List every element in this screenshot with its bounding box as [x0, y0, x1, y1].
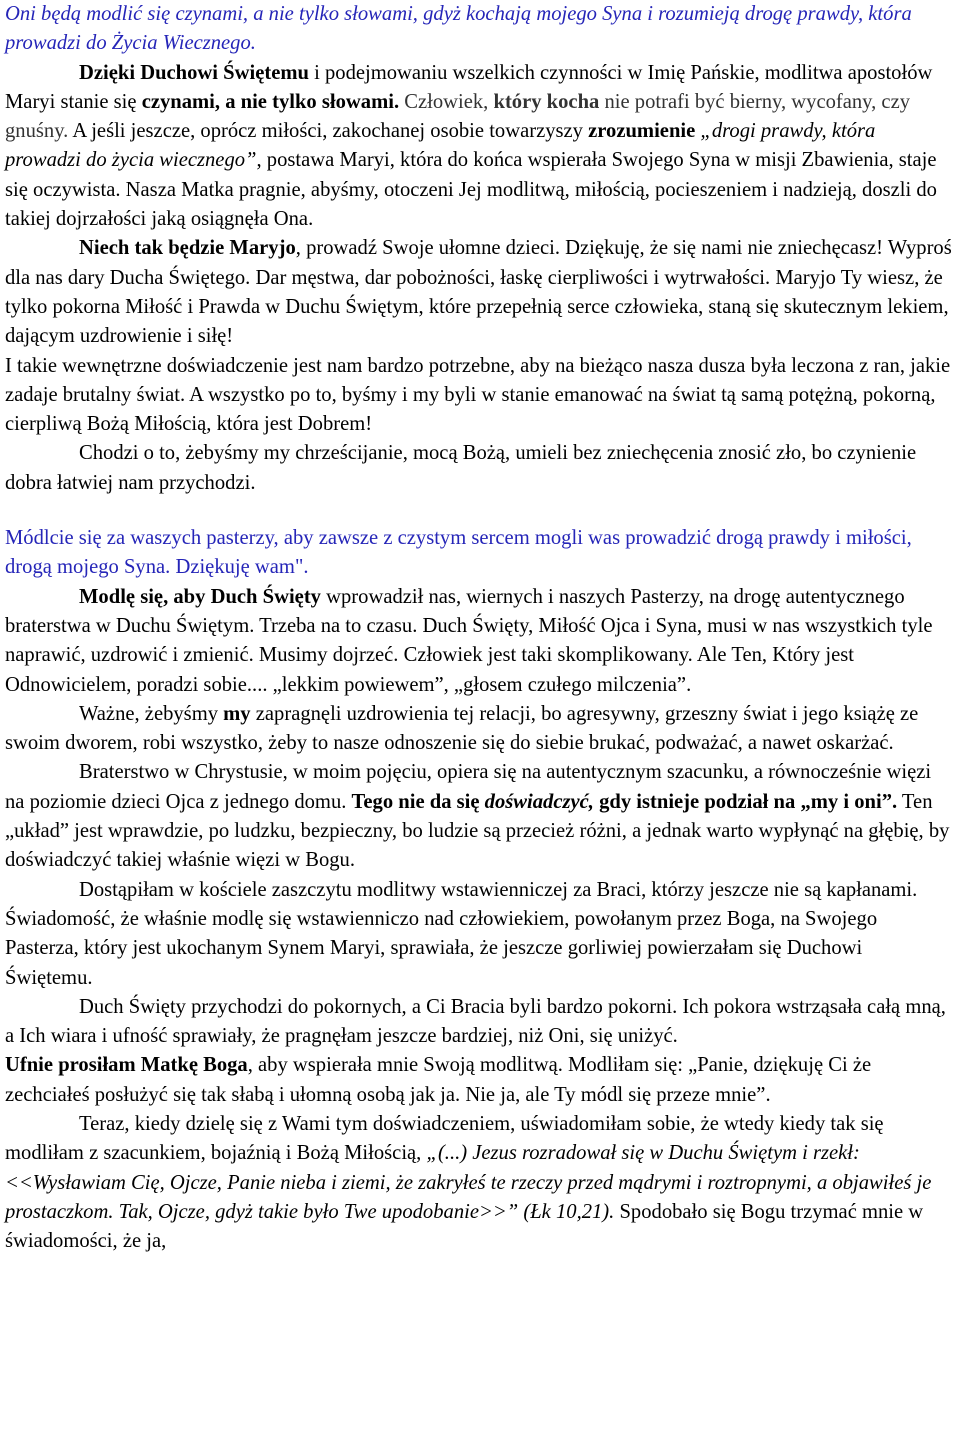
text-run: Dostąpiłam w kościele zaszczytu modlitwy wstawienniczej za Braci, którzy jeszcze nie są kapłanami. Świadomość, że właśnie modlę się wstawienniczo nad człowiekiem, powołanym przez Boga, na Swojego Pasterza, który jest ukochanym Synem Maryi, sprawiała, że jeszcze gorliwiej powierzałam się Duchowi Świętemu. [5, 878, 918, 989]
text-run: i podejmowaniu wszelkich czynności w Imię Pańskie, modlitwa apostołów Maryi stanie się [5, 61, 933, 113]
paragraph [5, 59, 953, 235]
text-run: I takie wewnętrzne doświadczenie jest nam bardzo potrzebne, aby na bieżąco nasza dusza była leczona z ran, jakie zadaje brutalny świat. A wszystko po to, byśmy i my byli w stanie emanować na świat tą samą potężną, pokorną, cierpliwą Bożą Miłością, która jest Dobrem! [5, 354, 951, 436]
paragraph [5, 700, 953, 759]
text-run: Teraz, kiedy dzielę się z Wami tym doświadczeniem, uświadomiłam sobie, że wtedy kiedy tak się modliłam z szacunkiem, bojaźnią i Bożą Miłością, [5, 1112, 884, 1165]
text-run: , prowadź Swoje ułomne dzieci. Dziękuję, że się nami nie zniechęcasz! Wyproś dla nas dary Ducha Świętego. Dar męstwa, dar pobożności, łaskę cierpliwości i wytrwałości. Maryjo Ty wiesz, że tylko pokorna Miłość i Prawda w Duchu Świętym, które przepełnią serce człowieka, staną się skutecznym lekiem, dającym uzdrowienie i siłę! [5, 237, 952, 348]
paragraph [5, 234, 953, 351]
text-run: , aby wspierała mnie Swoją modlitwą. Modliłam się: „Panie, dziękuję Ci że zechciałeś posłużyć się tak słabą i ułomną osobą jak ja. Nie ja, ale Ty módl się przeze mnie”. [5, 1054, 872, 1106]
text-run: który kocha [493, 90, 600, 113]
text-run: , postawa Maryi, która do końca wspierała Swojego Syna w misji Zbawienia, staje się oczywista. Nasza Matka pragnie, abyśmy, otoczeni Jej modlitwą, miłością, pocieszeniem i nadzieją, doszli do takiej dojrzałości jaką osiągnęła Ona. [5, 149, 937, 231]
text-run: my [223, 702, 251, 725]
text-run: Módlcie się za waszych pasterzy, aby zawsze z czystym sercem mogli was prowadzić drogą prawdy i miłości, drogą mojego Syna. Dziękuję wam". [5, 527, 912, 579]
text-run: Duch Święty przychodzi do pokornych, a Ci Bracia byli bardzo pokorni. Ich pokora wstrząsała całą mną, a Ich wiara i ufność sprawiały, że pragnęłam jeszcze bardziej, niż Oni, się uniżyć. [5, 995, 946, 1048]
paragraph [5, 993, 953, 1052]
text-run: A jeśli jeszcze, oprócz miłości, zakochanej osobie towarzyszy [68, 120, 589, 143]
text-run: Ten „układ” jest wprawdzie, po ludzku, bezpieczny, bo ludzie są przecież różni, a jednak warto wypłynąć na głębię, by doświadczyć takiej właśnie więzi w Bogu. [5, 790, 950, 872]
paragraph [5, 0, 953, 59]
text-run: Ufnie prosiłam Matkę Boga [5, 1054, 248, 1077]
text-run: Ważne, żebyśmy [79, 702, 224, 725]
paragraph [5, 758, 953, 875]
text-run: Modlę się, aby Duch Święty [79, 585, 321, 608]
paragraph [5, 524, 953, 583]
text-run: Spodobało się Bogu trzymać mnie w świadomości, że ja, [5, 1200, 924, 1253]
text-run: zrozumienie [588, 120, 696, 143]
text-run: Tego nie da się [351, 790, 485, 813]
text-run: wprowadził nas, wiernych i naszych Pasterzy, na drogę autentycznego braterstwa w Duchu Świętym. Trzeba na to czasu. Duch Święty, Miłość Ojca i Syna, musi w nas wszystkich tyle naprawić, uzdrowić i zmienić. Musimy dojrzeć. Człowiek jest taki skomplikowany. Ale Ten, Który jest Odnowicielem, poradzi sobie.... „lekkim powiewem”, „głosem czułego milczenia”. [5, 585, 933, 696]
text-run: Człowiek, [399, 90, 494, 113]
text-run: doświadczyć, [484, 790, 594, 813]
paragraph [5, 583, 953, 700]
text-run: gdy istnieje podział na „my i oni”. [593, 790, 898, 813]
text-run: Dzięki Duchowi Świętemu [79, 61, 309, 84]
text-run: czynami, a nie tylko słowami. [141, 90, 400, 113]
text-run: Oni będą modlić się czynami, a nie tylko słowami, gdyż kochają mojego Syna i rozumieją drogę prawdy, która prowadzi do Życia Wiecznego. [5, 3, 912, 55]
text-run: Chodzi o to, żebyśmy my chrześcijanie, mocą Bożą, umieli bez zniechęcenia znosić zło, bo czynienie dobra łatwiej nam przychodzi. [5, 442, 917, 494]
paragraph [5, 1110, 953, 1256]
text-run: zapragnęli uzdrowienia tej relacji, bo agresywny, grzeszny świat i jego książę ze swoim dworem, robi wszystko, żeby to nasze odnoszenie się do siebie brukać, podważać, a nawet oskarżać. [5, 702, 919, 755]
text-run: Niech tak będzie Maryjo [79, 237, 296, 260]
paragraph [5, 1051, 953, 1110]
text-run: „drogi prawdy, która prowadzi do życia wiecznego” [5, 120, 876, 172]
text-run: „(...) Jezus rozradował się w Duchu Świętym i rzekł: <<Wysławiam Cię, Ojcze, Panie nieba i ziemi, że zakryłeś te rzeczy przed mądrymi i roztropnymi, a objawiłeś je prostaczkom. Tak, Ojcze, gdyż takie było Twe upodobanie>>” (Łk 10,21). [5, 1142, 932, 1223]
paragraph [5, 876, 953, 993]
document-body [5, 0, 953, 1256]
paragraph-spacer [5, 498, 953, 524]
paragraph [5, 352, 953, 440]
paragraph [5, 439, 953, 498]
text-run: nie potrafi być bierny, wycofany, czy gnuśny. [5, 90, 911, 143]
text-run: Braterstwo w Chrystusie, w moim pojęciu, opiera się na autentycznym szacunku, a równocześnie więzi na poziomie dzieci Ojca z jednego domu. [5, 761, 932, 813]
